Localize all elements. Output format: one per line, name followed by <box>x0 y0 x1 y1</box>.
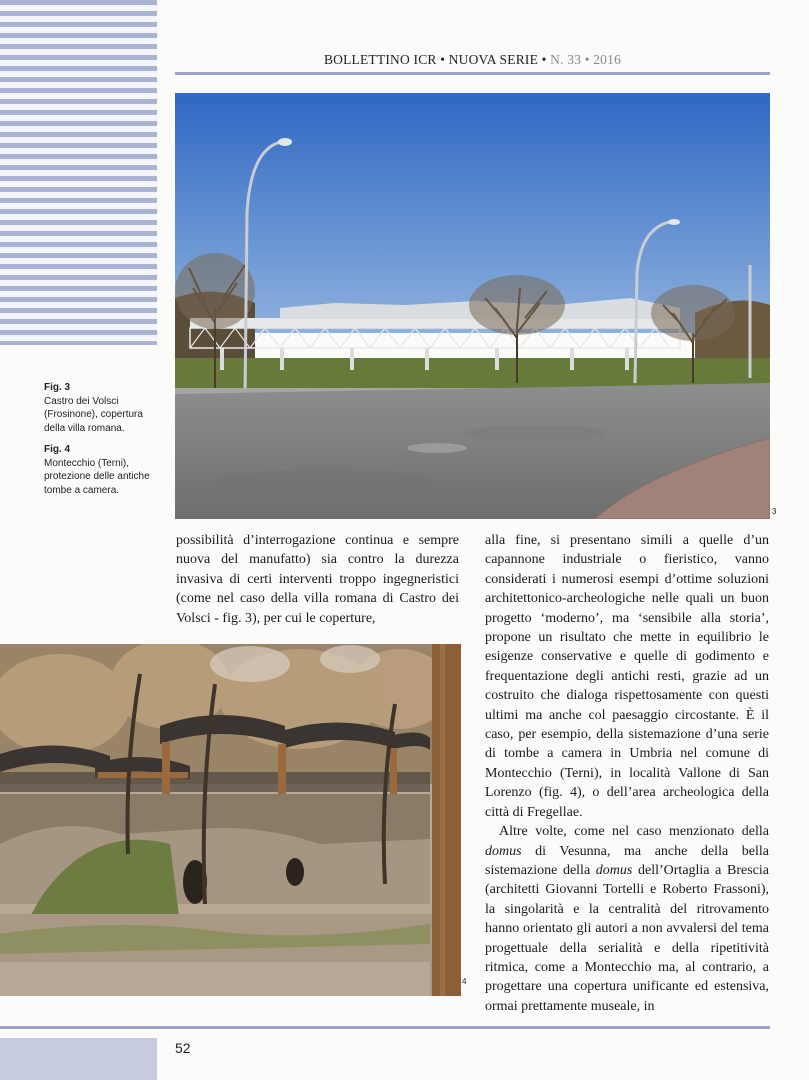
caption-label: Fig. 4 <box>44 444 71 455</box>
footer-color-band <box>0 1038 157 1080</box>
figure-4-number: 4 <box>462 977 467 986</box>
margin-stripe-band <box>0 0 157 345</box>
text-column-right <box>485 531 769 1016</box>
footer-rule <box>0 1026 770 1029</box>
body-paragraph: possibilità d’interrogazione continua e sempre nuova del manufatto) sia contro la durezza invasiva di certi interventi troppo ingegneristici (come nel caso della villa romana di Castro dei Volsci - fig. 3), per cui le coperture, <box>176 533 459 626</box>
caption-text: Montecchio (Terni), protezione delle antiche tombe a camera. <box>44 457 150 496</box>
header-rule <box>175 72 770 75</box>
body-paragraph: alla fine, si presentano simili a quelle d’un capannone industriale o fieristico, vanno considerati i numerosi esempi d’ottime soluzioni architettonico-archeologiche nelle quali un buon progetto ‘moderno’, ma ‘sensibile alla storia’, propone un risultato che mette in equilibrio le esigenze conservative e quelle di godimento e frequentazione degli antichi resti, grazie ad un costruito che dialoga rispettosamente con questi ultimi ma anche col paesaggio circostante. È il caso, per esempio, della sistemazione d’una serie di tombe a camera in Umbria nel comune di Montecchio (Terni), in località Vallone di San Lorenzo (fig. 4), o dell’area archeologica della città di Fregellae. <box>485 533 769 820</box>
caption-fig-4 <box>44 443 156 497</box>
figure-4-photo <box>0 644 461 996</box>
header-separator: • <box>440 52 446 67</box>
italic-term: domus <box>595 862 633 878</box>
figure-3-number: 3 <box>772 507 777 516</box>
header-separator: • <box>541 52 547 67</box>
page-number: 52 <box>175 1040 191 1056</box>
figure-3-photo <box>175 93 770 519</box>
journal-year: 2016 <box>593 52 622 67</box>
italic-term: domus <box>485 843 522 859</box>
body-paragraph: Altre volte, come nel caso menzionato della domus di Vesunna, ma anche della bella sistemazione della domus dell’Ortaglia a Brescia (architetti Giovanni Tortelli e Roberto Frassoni), la singolarità e la centralità del ritrovamento hanno orientato gli autori a non avvalersi del tema progettuale della serialità e della ripetitività ritmica, come a Montecchio ma, al contrario, a progettare una copertura unificante ed estensiva, ormai prettamente museale, in <box>485 824 769 1014</box>
caption-label: Fig. 3 <box>44 382 71 393</box>
text-column-left <box>176 531 459 628</box>
journal-title: BOLLETTINO ICR <box>323 52 437 67</box>
journal-series: NUOVA SERIE <box>448 52 539 67</box>
figure-captions <box>44 381 156 505</box>
running-header <box>175 52 770 68</box>
caption-fig-3 <box>44 381 156 435</box>
header-separator: • <box>584 52 590 67</box>
journal-issue: N. 33 <box>550 52 582 67</box>
caption-text: Castro dei Volsci (Frosinone), copertura della villa romana. <box>44 395 143 434</box>
